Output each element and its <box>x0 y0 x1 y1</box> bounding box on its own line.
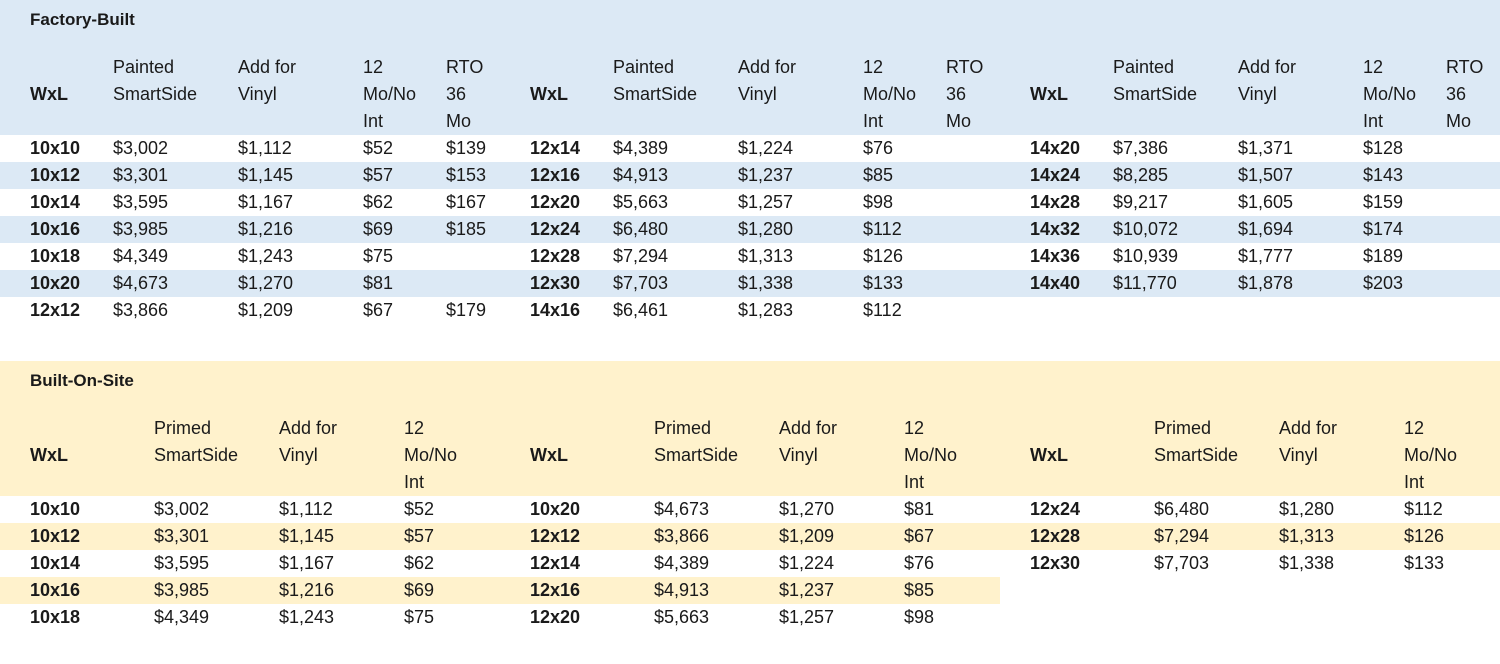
price-cell: $143 <box>1363 165 1404 185</box>
price-cell: $112 <box>863 300 902 320</box>
price-cell: $9,217 <box>1113 192 1169 212</box>
size-cell: 14x24 <box>1030 165 1081 185</box>
size-cell: 12x28 <box>1030 526 1081 546</box>
table-row <box>0 216 500 243</box>
factory-section-title: Factory-Built <box>30 10 135 29</box>
price-cell: $1,243 <box>238 246 294 266</box>
header-vinyl: Add for Vinyl <box>238 57 297 104</box>
price-cell: $1,224 <box>779 553 835 573</box>
price-cell: $1,878 <box>1238 273 1294 293</box>
price-cell: $1,313 <box>1279 526 1335 546</box>
factory-table-2 <box>500 54 1000 324</box>
price-cell: $8,285 <box>1113 165 1169 185</box>
table-row <box>500 550 1000 577</box>
table-row <box>0 550 500 577</box>
price-cell: $81 <box>904 499 935 519</box>
price-cell: $4,389 <box>613 138 669 158</box>
price-cell: $69 <box>404 580 435 600</box>
header-wxl: WxL <box>1030 84 1068 104</box>
size-cell: 14x32 <box>1030 219 1081 239</box>
price-cell: $75 <box>363 246 394 266</box>
price-cell: $174 <box>1363 219 1404 239</box>
price-cell: $1,507 <box>1238 165 1294 185</box>
price-cell: $5,663 <box>654 607 710 627</box>
size-cell: 12x14 <box>530 138 581 158</box>
size-cell: 10x14 <box>30 192 81 212</box>
table-row <box>500 523 1000 550</box>
price-cell: $1,694 <box>1238 219 1294 239</box>
header-rto: RTO 36 Mo <box>1446 57 1484 131</box>
price-cell: $3,866 <box>654 526 710 546</box>
price-cell: $3,002 <box>113 138 169 158</box>
price-cell: $1,371 <box>1238 138 1294 158</box>
price-cell: $4,349 <box>154 607 210 627</box>
size-cell: 10x16 <box>30 580 81 600</box>
price-cell: $3,595 <box>113 192 169 212</box>
price-cell: $10,072 <box>1113 219 1179 239</box>
table-row <box>0 270 500 297</box>
table-row <box>0 577 500 604</box>
header-painted: Painted SmartSide <box>113 57 198 104</box>
price-cell: $6,480 <box>1154 499 1210 519</box>
table-row <box>1000 496 1500 523</box>
price-cell: $75 <box>404 607 435 627</box>
table-header <box>500 54 1000 135</box>
price-cell: $1,338 <box>1279 553 1335 573</box>
price-cell: $1,270 <box>779 499 835 519</box>
price-cell: $167 <box>446 192 487 212</box>
table-row <box>0 297 500 324</box>
size-cell: 14x16 <box>530 300 581 320</box>
price-cell: $139 <box>446 138 487 158</box>
price-cell: $1,145 <box>238 165 294 185</box>
table-header <box>0 415 500 496</box>
price-cell: $126 <box>863 246 904 266</box>
size-cell: 10x12 <box>30 526 81 546</box>
table-header <box>500 415 1000 496</box>
table-row <box>1000 550 1500 577</box>
header-mo12: 12 Mo/No Int <box>1363 57 1417 131</box>
table-row <box>500 162 1000 189</box>
price-cell: $3,301 <box>154 526 210 546</box>
price-cell: $1,338 <box>738 273 794 293</box>
price-cell: $112 <box>1404 499 1443 519</box>
header-mo12: 12 Mo/No Int <box>1404 418 1458 492</box>
price-cell: $76 <box>904 553 935 573</box>
size-cell: 10x20 <box>530 499 581 519</box>
price-cell: $7,294 <box>613 246 669 266</box>
price-cell: $98 <box>863 192 894 212</box>
table-row <box>0 162 500 189</box>
price-cell: $203 <box>1363 273 1404 293</box>
header-wxl: WxL <box>530 84 568 104</box>
table-row <box>500 135 1000 162</box>
price-cell: $69 <box>363 219 394 239</box>
price-cell: $81 <box>363 273 394 293</box>
size-cell: 10x10 <box>30 499 81 519</box>
price-cell: $52 <box>404 499 435 519</box>
factory-table-3 <box>1000 54 1500 297</box>
header-vinyl: Add for Vinyl <box>1279 418 1338 465</box>
header-vinyl: Add for Vinyl <box>738 57 797 104</box>
price-cell: $179 <box>446 300 487 320</box>
size-cell: 10x16 <box>30 219 81 239</box>
price-cell: $85 <box>863 165 894 185</box>
header-vinyl: Add for Vinyl <box>779 418 838 465</box>
price-cell: $1,209 <box>779 526 835 546</box>
header-vinyl: Add for Vinyl <box>279 418 338 465</box>
price-cell: $3,301 <box>113 165 169 185</box>
price-cell: $11,770 <box>1113 273 1177 293</box>
size-cell: 12x20 <box>530 607 581 627</box>
price-cell: $98 <box>904 607 935 627</box>
factory-table-1 <box>0 54 500 324</box>
size-cell: 12x16 <box>530 580 581 600</box>
price-cell: $1,167 <box>238 192 294 212</box>
table-row <box>1000 523 1500 550</box>
price-cell: $1,167 <box>279 553 335 573</box>
price-cell: $159 <box>1363 192 1404 212</box>
size-cell: 14x28 <box>1030 192 1081 212</box>
size-cell: 12x24 <box>530 219 581 239</box>
table-row <box>500 604 1000 631</box>
price-cell: $1,313 <box>738 246 794 266</box>
price-cell: $57 <box>404 526 435 546</box>
size-cell: 10x10 <box>30 138 81 158</box>
size-cell: 12x12 <box>530 526 581 546</box>
price-cell: $1,280 <box>1279 499 1335 519</box>
price-cell: $1,257 <box>779 607 835 627</box>
size-cell: 14x40 <box>1030 273 1081 293</box>
table-row <box>500 189 1000 216</box>
size-cell: 12x30 <box>530 273 581 293</box>
size-cell: 12x14 <box>530 553 581 573</box>
price-cell: $1,280 <box>738 219 794 239</box>
price-cell: $133 <box>863 273 904 293</box>
price-cell: $1,224 <box>738 138 794 158</box>
price-cell: $3,595 <box>154 553 210 573</box>
price-cell: $10,939 <box>1113 246 1179 266</box>
header-primed: Primed SmartSide <box>154 418 239 465</box>
price-cell: $112 <box>863 219 902 239</box>
price-cell: $185 <box>446 219 487 239</box>
header-mo12: 12 Mo/No Int <box>404 418 458 492</box>
header-primed: Primed SmartSide <box>654 418 739 465</box>
header-vinyl: Add for Vinyl <box>1238 57 1297 104</box>
size-cell: 10x12 <box>30 165 81 185</box>
price-cell: $133 <box>1404 553 1445 573</box>
size-cell: 12x24 <box>1030 499 1081 519</box>
price-cell: $5,663 <box>613 192 669 212</box>
site-table-1 <box>0 415 500 631</box>
price-cell: $1,237 <box>779 580 835 600</box>
header-rto: RTO 36 Mo <box>446 57 484 131</box>
price-cell: $153 <box>446 165 487 185</box>
price-cell: $52 <box>363 138 394 158</box>
table-row <box>1000 162 1500 189</box>
price-cell: $126 <box>1404 526 1445 546</box>
table-header <box>1000 54 1500 135</box>
header-rto: RTO 36 Mo <box>946 57 984 131</box>
size-cell: 12x12 <box>30 300 81 320</box>
size-cell: 12x20 <box>530 192 581 212</box>
price-cell: $57 <box>363 165 394 185</box>
price-cell: $3,002 <box>154 499 210 519</box>
price-cell: $4,913 <box>613 165 669 185</box>
price-cell: $1,777 <box>1238 246 1294 266</box>
size-cell: 10x18 <box>30 246 81 266</box>
table-row <box>500 297 1000 324</box>
size-cell: 12x28 <box>530 246 581 266</box>
header-primed: Primed SmartSide <box>1154 418 1239 465</box>
price-cell: $4,913 <box>654 580 710 600</box>
price-cell: $4,673 <box>654 499 710 519</box>
size-cell: 14x20 <box>1030 138 1081 158</box>
price-cell: $1,270 <box>238 273 294 293</box>
table-row <box>1000 270 1500 297</box>
table-row <box>1000 189 1500 216</box>
header-wxl: WxL <box>30 84 68 104</box>
price-cell: $7,703 <box>1154 553 1210 573</box>
site-table-3 <box>1000 415 1500 577</box>
table-row <box>0 496 500 523</box>
site-section-title: Built-On-Site <box>30 371 134 390</box>
price-cell: $128 <box>1363 138 1404 158</box>
table-row <box>0 135 500 162</box>
size-cell: 12x16 <box>530 165 581 185</box>
price-cell: $4,389 <box>654 553 710 573</box>
price-cell: $85 <box>904 580 935 600</box>
price-cell: $1,283 <box>738 300 794 320</box>
header-mo12: 12 Mo/No Int <box>363 57 417 131</box>
price-cell: $1,145 <box>279 526 335 546</box>
size-cell: 10x14 <box>30 553 81 573</box>
price-cell: $3,985 <box>154 580 210 600</box>
price-cell: $1,257 <box>738 192 794 212</box>
price-cell: $76 <box>863 138 894 158</box>
table-row <box>0 604 500 631</box>
table-row <box>0 523 500 550</box>
table-row <box>0 243 500 270</box>
price-cell: $67 <box>363 300 394 320</box>
price-cell: $62 <box>363 192 394 212</box>
price-cell: $189 <box>1363 246 1404 266</box>
table-row <box>500 577 1000 604</box>
table-row <box>0 189 500 216</box>
header-mo12: 12 Mo/No Int <box>863 57 917 131</box>
price-cell: $1,209 <box>238 300 294 320</box>
header-wxl: WxL <box>30 445 68 465</box>
size-cell: 10x20 <box>30 273 81 293</box>
table-row <box>500 270 1000 297</box>
price-cell: $1,112 <box>279 499 333 519</box>
table-row <box>500 496 1000 523</box>
price-cell: $1,112 <box>238 138 292 158</box>
table-row <box>1000 135 1500 162</box>
header-painted: Painted SmartSide <box>613 57 698 104</box>
price-cell: $4,349 <box>113 246 169 266</box>
header-wxl: WxL <box>530 445 568 465</box>
price-cell: $6,480 <box>613 219 669 239</box>
price-cell: $1,243 <box>279 607 335 627</box>
price-cell: $1,216 <box>238 219 294 239</box>
price-cell: $7,703 <box>613 273 669 293</box>
price-cell: $1,216 <box>279 580 335 600</box>
price-cell: $3,985 <box>113 219 169 239</box>
price-cell: $7,294 <box>1154 526 1210 546</box>
price-cell: $6,461 <box>613 300 669 320</box>
price-cell: $1,605 <box>1238 192 1294 212</box>
site-table-2 <box>500 415 1000 631</box>
table-header <box>0 54 500 135</box>
table-row <box>1000 216 1500 243</box>
header-mo12: 12 Mo/No Int <box>904 418 958 492</box>
price-cell: $62 <box>404 553 435 573</box>
price-cell: $4,673 <box>113 273 169 293</box>
price-cell: $1,237 <box>738 165 794 185</box>
table-row <box>1000 243 1500 270</box>
table-row <box>500 243 1000 270</box>
price-cell: $7,386 <box>1113 138 1169 158</box>
price-cell: $3,866 <box>113 300 169 320</box>
header-wxl: WxL <box>1030 445 1068 465</box>
price-cell: $67 <box>904 526 935 546</box>
table-row <box>500 216 1000 243</box>
header-painted: Painted SmartSide <box>1113 57 1198 104</box>
size-cell: 14x36 <box>1030 246 1081 266</box>
size-cell: 10x18 <box>30 607 81 627</box>
table-header <box>1000 415 1500 496</box>
size-cell: 12x30 <box>1030 553 1081 573</box>
